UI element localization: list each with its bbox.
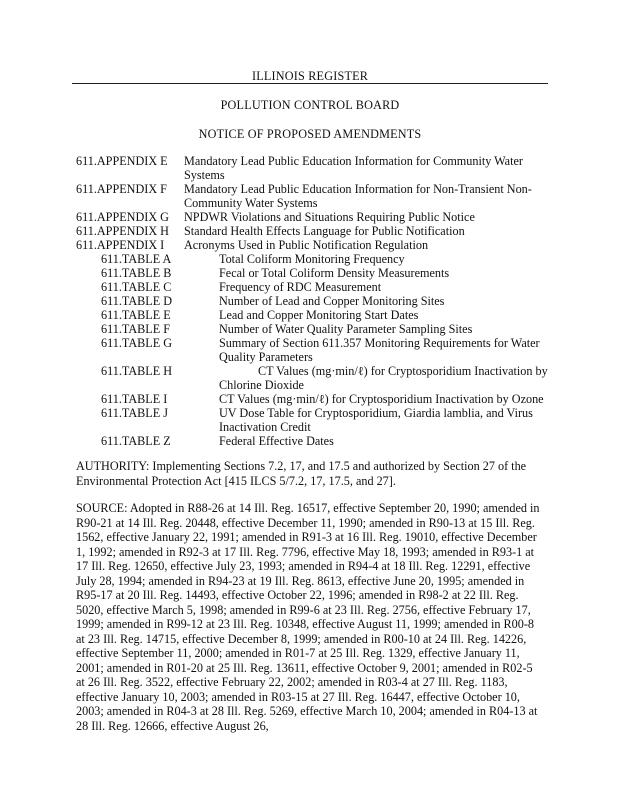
toc-code: 611.TABLE B: [101, 266, 172, 280]
toc-description: Chlorine Dioxide: [219, 378, 304, 392]
toc-description: Systems: [184, 168, 225, 182]
toc-description: Quality Parameters: [219, 350, 313, 364]
toc-description: Acronyms Used in Public Notification Regulation: [184, 238, 429, 252]
toc-description: Summary of Section 611.357 Monitoring Requirements for Water: [219, 336, 540, 350]
toc-code: 611.TABLE F: [101, 322, 170, 336]
toc-description: Lead and Copper Monitoring Start Dates: [219, 308, 419, 322]
toc-code: 611.TABLE C: [101, 280, 172, 294]
authority-paragraph: AUTHORITY: Implementing Sections 7.2, 17, and 17.5 and authorized by Section 27 of the Environmental Protection Act [415 ILCS 5/7.2, 17, 17.5, and 27].: [76, 459, 527, 488]
toc-code: 611.TABLE H: [101, 364, 173, 378]
toc-description: Number of Water Quality Parameter Sampling Sites: [219, 322, 473, 336]
toc-code: 611.TABLE G: [101, 336, 173, 350]
toc-description: Total Coliform Monitoring Frequency: [219, 252, 405, 266]
toc-description: CT Values (mg·min/ℓ) for Cryptosporidium Inactivation by: [258, 364, 548, 378]
toc-description: Standard Health Effects Language for Public Notification: [184, 224, 465, 238]
toc-code: 611.TABLE E: [101, 308, 171, 322]
toc-description: Number of Lead and Copper Monitoring Sites: [219, 294, 445, 308]
toc-code: 611.TABLE D: [101, 294, 173, 308]
toc-description: Mandatory Lead Public Education Information for Non-Transient Non-: [184, 182, 532, 196]
toc-description: Community Water Systems: [184, 196, 318, 210]
toc-code: 611.APPENDIX F: [76, 182, 167, 196]
toc-description: Federal Effective Dates: [219, 434, 334, 448]
toc-code: 611.APPENDIX E: [76, 154, 168, 168]
toc-code: 611.TABLE Z: [101, 434, 171, 448]
toc-description: UV Dose Table for Cryptosporidium, Giardia lamblia, and Virus: [219, 406, 533, 420]
toc-code: 611.APPENDIX G: [76, 210, 169, 224]
toc-description: NPDWR Violations and Situations Requiring Public Notice: [184, 210, 475, 224]
toc-code: 611.APPENDIX H: [76, 224, 169, 238]
notice-title: NOTICE OF PROPOSED AMENDMENTS: [198, 127, 422, 141]
toc-description: Mandatory Lead Public Education Information for Community Water: [184, 154, 523, 168]
source-paragraph: SOURCE: Adopted in R88-26 at 14 Ill. Reg. 16517, effective September 20, 1990; amended in R90-21 at 14 Ill. Reg. 20448, effective December 11, 1990; amended in R90-13 at 15 Ill. Reg. 1562, effective January 22, 1991; amended in R91-3 at 16 Ill. Reg. 19010, effective December 1, 1992; amended in R92-3 at 17 Ill. Reg. 7796, effective May 18, 1993; amended in R93-1 at 17 Ill. Reg. 12650, effective July 23, 1993; amended in R94-4 at 18 Ill. Reg. 12291, effective July 28, 1994; amended in R94-23 at 19 Ill. Reg. 8613, effective June 20, 1995; amended in R95-17 at 20 Ill. Reg. 14493, effective October 22, 1996; amended in R98-2 at 22 Ill. Reg. 5020, effective March 5, 1998; amended in R99-6 at 23 Ill. Reg. 2756, effective February 17, 1999; amended in R99-12 at 23 Ill. Reg. 10348, effective August 11, 1999; amended in R00-8 at 23 Ill. Reg. 14715, effective December 8, 1999; amended in R00-10 at 24 Ill. Reg. 14226, effective September 11, 2000; amended in R01-7 at 25 Ill. Reg. 1329, effective January 11, 2001; amended in R01-20 at 25 Ill. Reg. 13611, effective October 9, 2001; amended in R02-5 at 26 Ill. Reg. 3522, effective February 22, 2002; amended in R03-4 at 27 Ill. Reg. 1183, effective January 10, 2003; amended in R03-15 at 27 Ill. Reg. 16447, effective October 10, 2003; amended in R04-3 at 28 Ill. Reg. 5269, effective March 10, 2004; amended in R04-13 at 28 Ill. Reg. 12666, effective August 26,: [76, 501, 540, 733]
toc-description: Fecal or Total Coliform Density Measurements: [219, 266, 450, 280]
toc-description: CT Values (mg·min/ℓ) for Cryptosporidium Inactivation by Ozone: [219, 392, 544, 406]
header-rule: [72, 83, 548, 84]
register-title: ILLINOIS REGISTER: [251, 69, 369, 83]
toc-description: Frequency of RDC Measurement: [219, 280, 382, 294]
toc-code: 611.APPENDIX I: [76, 238, 165, 252]
toc-code: 611.TABLE J: [101, 406, 168, 420]
toc-code: 611.TABLE A: [101, 252, 172, 266]
toc-code: 611.TABLE I: [101, 392, 168, 406]
toc-description: Inactivation Credit: [219, 420, 311, 434]
board-title: POLLUTION CONTROL BOARD: [220, 98, 400, 112]
